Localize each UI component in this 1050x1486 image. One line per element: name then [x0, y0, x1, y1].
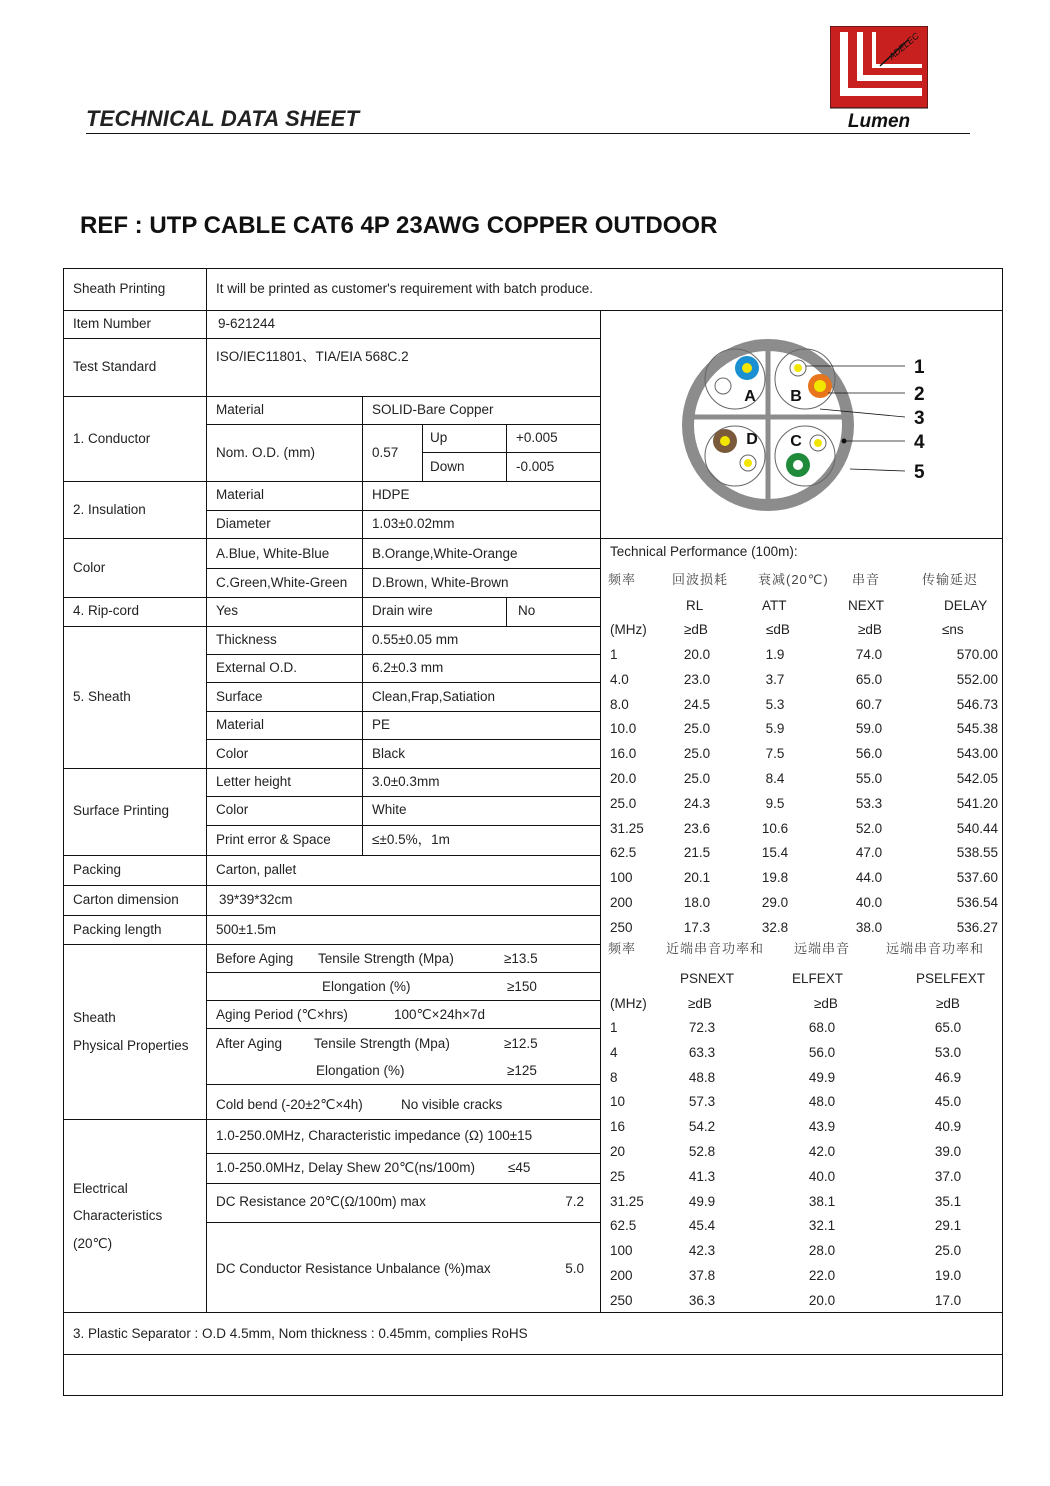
perf-t1-cell: 18.0 — [683, 895, 711, 910]
packing-length-value: 500±1.5m — [216, 922, 276, 937]
electrical-label-3: (20℃) — [73, 1236, 113, 1251]
perf-t2-cell: 68.0 — [808, 1020, 836, 1035]
perf-t2-unit: ≥dB — [814, 996, 838, 1011]
insulation-diameter-value: 1.03±0.02mm — [372, 516, 455, 531]
callout-1: 1 — [914, 357, 925, 378]
perf-t2-cell: 36.3 — [688, 1293, 716, 1308]
perf-t2-cell: 52.8 — [688, 1144, 716, 1159]
conductor-up-value: +0.005 — [516, 430, 558, 445]
document-header-title: TECHNICAL DATA SHEET — [86, 106, 360, 131]
aging-period-value: 100℃×24h×7d — [394, 1007, 485, 1022]
perf-t2-cell: 46.9 — [934, 1070, 962, 1085]
physical-label-1: Sheath — [73, 1010, 116, 1025]
tensile-after-value: ≥12.5 — [504, 1036, 538, 1051]
packing-length-label: Packing length — [73, 922, 162, 937]
callout-2: 2 — [914, 384, 925, 405]
color-pair-b: B.Orange,White-Orange — [372, 546, 518, 561]
test-standard-value: ISO/IEC11801、TIA/EIA 568C.2 — [216, 349, 409, 364]
perf-t1-cn-header: 衰减(20℃) — [758, 572, 829, 587]
perf-t1-cell: 8.4 — [765, 771, 785, 786]
perf-t2-cell: 56.0 — [808, 1045, 836, 1060]
perf-t1-cell: 55.0 — [855, 771, 883, 786]
color-pair-c: C.Green,White-Green — [216, 575, 348, 590]
grid-line — [362, 626, 363, 855]
grid-line — [206, 1183, 600, 1184]
footer-note: 3. Plastic Separator : O.D 4.5mm, Nom thickness : 0.45mm, complies RoHS — [73, 1326, 528, 1341]
conductor-up-label: Up — [430, 430, 448, 445]
perf-t1-cell: 1 — [610, 647, 618, 662]
color-pair-a: A.Blue, White-Blue — [216, 546, 330, 561]
color-pair-d: D.Brown, White-Brown — [372, 575, 509, 590]
perf-t1-cell: 543.00 — [956, 746, 998, 761]
perf-t2-cell: 37.0 — [934, 1169, 962, 1184]
perf-t1-header: NEXT — [848, 598, 885, 613]
perf-t2-header: ELFEXT — [792, 971, 844, 986]
perf-t1-cn-header: 频率 — [608, 572, 637, 587]
perf-t2-cn-header: 远端串音功率和 — [886, 941, 985, 956]
insulation-diameter-label: Diameter — [216, 516, 271, 531]
perf-t1-cell: 31.25 — [610, 821, 644, 836]
perf-t1-cell: 537.60 — [956, 870, 998, 885]
perf-t2-cell: 40.0 — [808, 1169, 836, 1184]
conductor-down-label: Down — [430, 459, 465, 474]
grid-line — [206, 1084, 600, 1085]
dc-resistance-label: DC Resistance 20℃(Ω/100m) max — [216, 1194, 426, 1209]
perf-t1-cell: 60.7 — [855, 697, 883, 712]
perf-t1-cell: 23.0 — [683, 672, 711, 687]
sheath-label: 5. Sheath — [73, 689, 131, 704]
perf-t2-cell: 100 — [610, 1243, 633, 1258]
perf-t2-cell: 45.0 — [934, 1094, 962, 1109]
test-standard-label: Test Standard — [73, 359, 157, 374]
perf-t1-unit: ≤ns — [942, 622, 964, 637]
perf-t1-cell: 52.0 — [855, 821, 883, 836]
drain-wire-value: No — [518, 603, 536, 618]
cable-cross-section-diagram — [600, 311, 1002, 538]
grid-line — [206, 1000, 600, 1001]
perf-t2-cell: 43.9 — [808, 1119, 836, 1134]
perf-t1-cell: 20.0 — [610, 771, 637, 786]
perf-t2-cell: 250 — [610, 1293, 633, 1308]
perf-t1-cell: 17.3 — [683, 920, 711, 935]
perf-t1-cell: 44.0 — [855, 870, 883, 885]
tensile-after-label: Tensile Strength (Mpa) — [314, 1036, 450, 1051]
perf-t1-cell: 540.44 — [956, 821, 998, 836]
callout-3: 3 — [914, 408, 925, 429]
perf-t1-unit: ≥dB — [684, 622, 708, 637]
perf-t1-cell: 21.5 — [683, 845, 711, 860]
dc-unbalance-label: DC Conductor Resistance Unbalance (%)max — [216, 1261, 491, 1276]
perf-t1-cell: 570.00 — [956, 647, 998, 662]
grid-line — [206, 739, 600, 740]
perf-t1-cell: 8.0 — [610, 697, 629, 712]
callout-5: 5 — [914, 462, 925, 483]
perf-t1-cell: 23.6 — [683, 821, 711, 836]
perf-t1-cell: 10.6 — [761, 821, 789, 836]
grid-line — [206, 1153, 600, 1154]
grid-line — [64, 1354, 1002, 1355]
conductor-material-value: SOLID-Bare Copper — [372, 402, 494, 417]
perf-t2-cell: 29.1 — [934, 1218, 962, 1233]
grid-line — [206, 424, 600, 425]
conductor-material-label: Material — [216, 402, 265, 417]
perf-t2-unit: ≥dB — [688, 996, 712, 1011]
elongation-after-value: ≥125 — [507, 1063, 537, 1078]
perf-t1-cell: 65.0 — [855, 672, 883, 687]
grid-line — [206, 654, 600, 655]
grid-line — [64, 855, 600, 856]
perf-t1-cell: 25.0 — [610, 796, 637, 811]
perf-t1-cell: 7.5 — [765, 746, 785, 761]
perf-t1-cell: 538.55 — [956, 845, 998, 860]
grid-line — [206, 269, 207, 1312]
perf-t2-cell: 54.2 — [688, 1119, 716, 1134]
perf-t1-cell: 16.0 — [610, 746, 637, 761]
perf-t1-cell: 25.0 — [683, 721, 711, 736]
perf-t2-cell: 48.8 — [688, 1070, 716, 1085]
print-color-value: White — [372, 802, 407, 817]
print-color-label: Color — [216, 802, 249, 817]
perf-t1-cell: 100 — [610, 870, 633, 885]
elongation-after-label: Elongation (%) — [316, 1063, 405, 1078]
perf-t1-cell: 9.5 — [765, 796, 785, 811]
tensile-before-value: ≥13.5 — [504, 951, 538, 966]
perf-t2-cn-header: 远端串音 — [794, 941, 851, 956]
perf-t2-cell: 72.3 — [688, 1020, 716, 1035]
perf-t1-cell: 200 — [610, 895, 633, 910]
grid-line — [64, 944, 600, 945]
document-ref-title: REF : UTP CABLE CAT6 4P 23AWG COPPER OUTDOOR — [80, 212, 718, 239]
perf-t2-cell: 1 — [610, 1020, 618, 1035]
conductor-od-label: Nom. O.D. (mm) — [216, 445, 315, 460]
perf-t1-unit: (MHz) — [610, 622, 647, 637]
perf-t2-cn-header: 近端串音功率和 — [666, 941, 765, 956]
insulation-material-value: HDPE — [372, 487, 410, 502]
perf-t2-header: PSNEXT — [680, 971, 735, 986]
perf-t1-cell: 15.4 — [761, 845, 789, 860]
grid-line — [206, 972, 600, 973]
perf-t1-header: DELAY — [944, 598, 988, 613]
sheath-thickness-value: 0.55±0.05 mm — [372, 632, 459, 647]
grid-line — [206, 1028, 600, 1029]
pair-label-a: A — [744, 388, 756, 405]
conductor-down-value: -0.005 — [516, 459, 555, 474]
perf-t1-cell: 25.0 — [683, 746, 711, 761]
print-error-value: ≤±0.5%，1m — [372, 832, 450, 847]
perf-t2-cell: 40.9 — [934, 1119, 962, 1134]
perf-t2-cell: 42.3 — [688, 1243, 716, 1258]
pair-label-c: C — [790, 433, 802, 450]
sheath-thickness-label: Thickness — [216, 632, 277, 647]
sheath-color-value: Black — [372, 746, 406, 761]
perf-t1-cell: 250 — [610, 920, 633, 935]
perf-t1-header: ATT — [762, 598, 787, 613]
print-error-label: Print error & Space — [216, 832, 331, 847]
perf-t2-cell: 17.0 — [934, 1293, 962, 1308]
perf-t2-cell: 63.3 — [688, 1045, 716, 1060]
grid-line — [362, 396, 363, 481]
grid-line — [64, 915, 600, 916]
perf-t2-cell: 32.1 — [808, 1218, 836, 1233]
conductor-od-value: 0.57 — [372, 445, 399, 460]
perf-t1-cell: 59.0 — [855, 721, 883, 736]
perf-t2-cell: 22.0 — [808, 1268, 836, 1283]
drain-wire-label: Drain wire — [372, 603, 433, 618]
perf-t2-cell: 37.8 — [688, 1268, 716, 1283]
grid-line — [206, 796, 600, 797]
elongation-before-value: ≥150 — [507, 979, 537, 994]
carton-dimension-label: Carton dimension — [73, 892, 179, 907]
electrical-label-2: Characteristics — [73, 1208, 163, 1223]
perf-t1-cell: 3.7 — [765, 672, 785, 687]
conductor-label: 1. Conductor — [73, 431, 151, 446]
perf-t2-cell: 57.3 — [688, 1094, 716, 1109]
insulation-material-label: Material — [216, 487, 265, 502]
perf-t2-cell: 49.9 — [688, 1194, 716, 1209]
perf-t2-cell: 8 — [610, 1070, 618, 1085]
perf-t1-cell: 40.0 — [855, 895, 883, 910]
perf-t1-cell: 536.54 — [956, 895, 998, 910]
elongation-before-label: Elongation (%) — [322, 979, 411, 994]
perf-t2-cell: 25.0 — [934, 1243, 962, 1258]
item-number-value: 9-621244 — [218, 316, 276, 331]
cold-bend-label: Cold bend (-20±2℃×4h) — [216, 1097, 363, 1112]
cold-bend-value: No visible cracks — [401, 1097, 503, 1112]
sheath-printing-value: It will be printed as customer's requirement with batch produce. — [216, 281, 594, 296]
pair-label-b: B — [790, 388, 802, 405]
sheath-surface-value: Clean,Frap,Satiation — [372, 689, 496, 704]
packing-value: Carton, pallet — [216, 862, 297, 877]
before-aging-label: Before Aging — [216, 951, 294, 966]
sheath-od-label: External O.D. — [216, 660, 298, 675]
perf-t2-unit: ≥dB — [936, 996, 960, 1011]
surface-printing-label: Surface Printing — [73, 803, 170, 818]
perf-t2-cell: 53.0 — [934, 1045, 962, 1060]
grid-line — [64, 396, 600, 397]
perf-t1-cell: 536.27 — [956, 920, 998, 935]
delay-skew-value: ≤45 — [508, 1160, 531, 1175]
color-label: Color — [73, 560, 106, 575]
perf-t2-cell: 38.1 — [808, 1194, 836, 1209]
perf-t1-cell: 25.0 — [683, 771, 711, 786]
perf-t2-cell: 49.9 — [808, 1070, 836, 1085]
perf-t1-cell: 545.38 — [956, 721, 998, 736]
impedance-spec: 1.0-250.0MHz, Characteristic impedance (Ω) 100±15 — [216, 1128, 533, 1143]
perf-t1-unit: ≤dB — [766, 622, 790, 637]
perf-t2-header: PSELFEXT — [916, 971, 986, 986]
perf-t1-cell: 10.0 — [610, 721, 637, 736]
perf-t1-cell: 546.73 — [956, 697, 998, 712]
item-number-label: Item Number — [73, 316, 152, 331]
perf-t1-cell: 542.05 — [956, 771, 998, 786]
rip-cord — [842, 439, 847, 444]
perf-t2-cell: 25 — [610, 1169, 626, 1184]
perf-t1-cell: 32.8 — [761, 920, 789, 935]
perf-t1-cell: 5.9 — [765, 721, 785, 736]
perf-t1-cell: 20.1 — [683, 870, 711, 885]
callout-4: 4 — [914, 432, 925, 453]
grid-line — [64, 338, 600, 339]
grid-line — [64, 768, 600, 769]
dc-unbalance-value: 5.0 — [565, 1261, 584, 1276]
grid-line — [206, 711, 600, 712]
perf-t1-cell: 74.0 — [855, 647, 883, 662]
perf-t1-cell: 5.3 — [765, 697, 785, 712]
sheath-od-value: 6.2±0.3 mm — [372, 660, 444, 675]
grid-line — [64, 597, 600, 598]
perf-t1-cell: 47.0 — [855, 845, 883, 860]
perf-t1-cell: 19.8 — [761, 870, 789, 885]
grid-line — [362, 597, 363, 626]
perf-t2-cell: 48.0 — [808, 1094, 836, 1109]
perf-t1-cn-header: 传输延迟 — [922, 572, 979, 587]
grid-line — [64, 1119, 600, 1120]
grid-line — [64, 481, 600, 482]
perf-t1-cell: 24.5 — [683, 697, 711, 712]
grid-line — [206, 510, 600, 511]
perf-t1-header: RL — [686, 598, 704, 613]
grid-line — [64, 538, 1002, 539]
dc-resistance-value: 7.2 — [565, 1194, 584, 1209]
packing-label: Packing — [73, 862, 122, 877]
perf-t1-cell: 29.0 — [761, 895, 789, 910]
delay-skew-label: 1.0-250.0MHz, Delay Shew 20℃(ns/100m) — [216, 1160, 476, 1175]
grid-line — [362, 481, 363, 538]
perf-t2-cn-header: 频率 — [608, 941, 637, 956]
grid-line — [64, 1312, 1002, 1313]
perf-t2-cell: 16 — [610, 1119, 626, 1134]
perf-t2-cell: 4 — [610, 1045, 618, 1060]
perf-t1-cell: 1.9 — [765, 647, 785, 662]
tensile-before-label: Tensile Strength (Mpa) — [318, 951, 454, 966]
grid-line — [206, 825, 600, 826]
perf-t2-cell: 20 — [610, 1144, 626, 1159]
perf-t2-cell: 10 — [610, 1094, 626, 1109]
letter-height-value: 3.0±0.3mm — [372, 774, 440, 789]
perf-t1-cell: 541.20 — [956, 796, 998, 811]
perf-t2-cell: 20.0 — [808, 1293, 836, 1308]
grid-line — [422, 424, 423, 481]
sheath-surface-label: Surface — [216, 689, 263, 704]
letter-height-label: Letter height — [216, 774, 292, 789]
perf-t2-cell: 42.0 — [808, 1144, 836, 1159]
perf-t2-unit: (MHz) — [610, 996, 647, 1011]
company-logo — [830, 26, 928, 130]
grid-line — [64, 885, 600, 886]
grid-line — [206, 682, 600, 683]
sheath-printing-label: Sheath Printing — [73, 281, 166, 296]
perf-t2-cell: 28.0 — [808, 1243, 836, 1258]
perf-t2-cell: 35.1 — [934, 1194, 962, 1209]
carton-dimension-value: 39*39*32cm — [219, 892, 293, 907]
perf-t1-cn-header: 回波损耗 — [672, 572, 729, 587]
logo-text: Lumen — [847, 111, 911, 130]
after-aging-label: After Aging — [216, 1036, 283, 1051]
perf-t2-cell: 200 — [610, 1268, 633, 1283]
grid-line — [64, 626, 600, 627]
performance-title: Technical Performance (100m): — [610, 544, 798, 559]
perf-t2-cell: 41.3 — [688, 1169, 716, 1184]
perf-t1-cell: 56.0 — [855, 746, 883, 761]
logo-small-text: ADELEC — [886, 30, 921, 62]
aging-period-label: Aging Period (℃×hrs) — [216, 1007, 348, 1022]
perf-t1-cell: 552.00 — [956, 672, 998, 687]
grid-line — [422, 452, 600, 453]
perf-t2-cell: 39.0 — [934, 1144, 962, 1159]
grid-line — [506, 424, 507, 481]
perf-t1-cell: 4.0 — [610, 672, 629, 687]
grid-line — [206, 568, 600, 569]
pair-label-d: D — [746, 431, 758, 448]
perf-t2-cell: 45.4 — [688, 1218, 716, 1233]
perf-t1-cell: 38.0 — [855, 920, 883, 935]
perf-t1-cell: 62.5 — [610, 845, 637, 860]
sheath-color-label: Color — [216, 746, 249, 761]
rip-cord-value: Yes — [216, 603, 239, 618]
perf-t1-unit: ≥dB — [858, 622, 882, 637]
perf-t2-cell: 62.5 — [610, 1218, 637, 1233]
grid-line — [206, 1222, 600, 1223]
grid-line — [506, 597, 507, 626]
perf-t2-cell: 31.25 — [610, 1194, 644, 1209]
electrical-label-1: Electrical — [73, 1181, 128, 1196]
perf-t2-cell: 19.0 — [934, 1268, 962, 1283]
perf-t1-cell: 53.3 — [855, 796, 883, 811]
perf-t2-cell: 65.0 — [934, 1020, 962, 1035]
header-divider — [86, 133, 970, 134]
perf-t1-cell: 24.3 — [683, 796, 711, 811]
insulation-label: 2. Insulation — [73, 502, 146, 517]
rip-cord-label: 4. Rip-cord — [73, 603, 140, 618]
perf-t1-cell: 20.0 — [683, 647, 711, 662]
perf-t1-cn-header: 串音 — [852, 572, 881, 587]
sheath-material-label: Material — [216, 717, 265, 732]
sheath-material-value: PE — [372, 717, 391, 732]
physical-label-2: Physical Properties — [73, 1038, 189, 1053]
grid-line — [362, 538, 363, 597]
